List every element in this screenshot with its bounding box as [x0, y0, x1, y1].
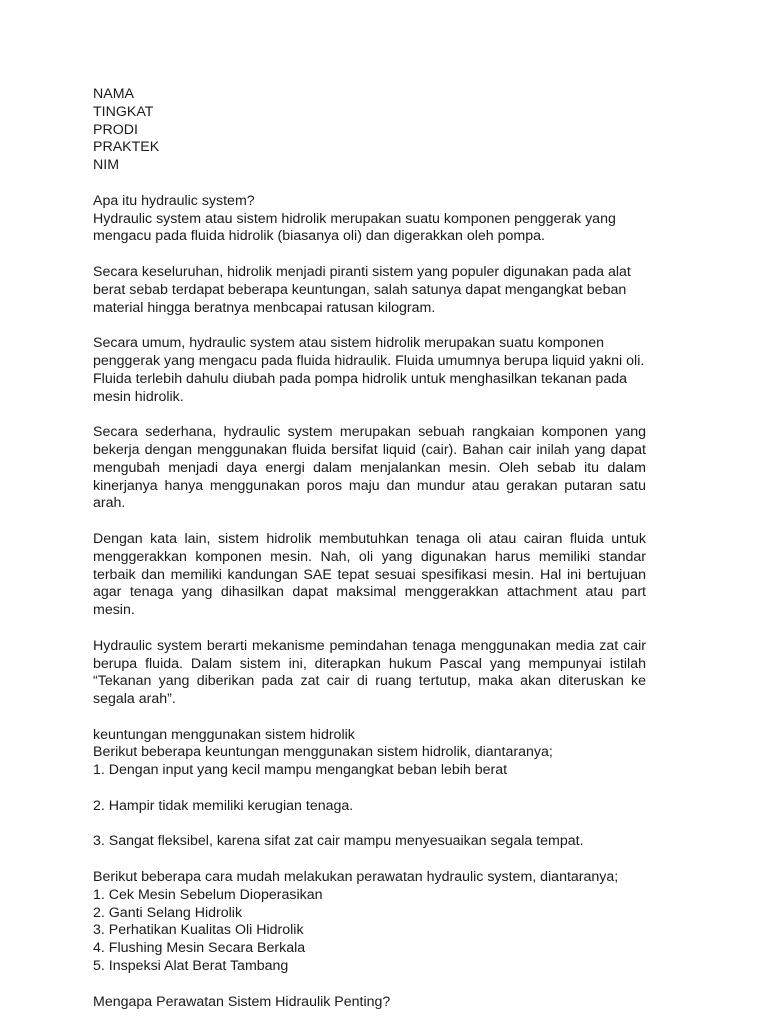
advantage-item-2: 2. Hampir tidak memiliki kerugian tenaga. — [93, 797, 354, 814]
maintenance-item-4: 4. Flushing Mesin Secara Berkala — [93, 940, 306, 957]
question-heading: Apa itu hydraulic system? — [93, 192, 255, 209]
maintenance-item-5: 5. Inspeksi Alat Berat Tambang — [93, 958, 289, 975]
advantages-heading: keuntungan menggunakan sistem hidrolik — [93, 726, 355, 743]
advantage-item-3: 3. Sangat fleksibel, karena sifat zat cair mampu menyesuaikan segala tempat. — [93, 833, 584, 850]
header-field-prodi: PRODI — [93, 121, 138, 138]
header-field-nama: NAMA — [93, 86, 134, 102]
maintenance-item-3: 3. Perhatikan Kualitas Oli Hidrolik — [93, 922, 304, 939]
header-field-nim: NIM — [93, 157, 120, 174]
advantage-item-1: 1. Dengan input yang kecil mampu mengangkat beban lebih berat — [93, 762, 508, 779]
header-field-praktek: PRAKTEK — [93, 139, 160, 156]
paragraph-1: Secara keseluruhan, hidrolik menjadi piranti sistem yang populer digunakan pada alat berat sebab terdapat beberapa keuntungan, salah satunya dapat mengangkat beban material hingga beratnya menbcapai ratusan kilogram. — [93, 263, 631, 316]
closing-question: Mengapa Perawatan Sistem Hidraulik Penting? — [93, 993, 391, 1010]
paragraph-5: Hydraulic system berarti mekanisme pemindahan tenaga menggunakan media zat cair berupa fluida. Dalam sistem ini, diterapkan hukum Pascal yang mempunyai istilah “Tekanan yang diberikan pada zat cair di ruang tertutup, maka akan diteruskan ke segala arah”. — [93, 637, 646, 708]
advantages-lead: Berikut beberapa keuntungan menggunakan sistem hidrolik, diantaranya; — [93, 744, 553, 761]
header-fields — [93, 86, 646, 175]
maintenance-item-2: 2. Ganti Selang Hidrolik — [93, 904, 243, 921]
paragraph-4: Dengan kata lain, sistem hidrolik membutuhkan tenaga oli atau cairan fluida untuk menggerakkan komponen mesin. Nah, oli yang digunakan harus memiliki standar terbaik dan memiliki kandungan SAE tepat sesuai spesifikasi mesin. Hal ini bertujuan agar tenaga yang dihasilkan dapat maksimal menggerakkan attachment atau part mesin. — [93, 530, 646, 619]
document-page — [93, 86, 646, 1011]
maintenance-lead: Berikut beberapa cara mudah melakukan perawatan hydraulic system, diantaranya; — [93, 869, 619, 886]
paragraph-3: Secara sederhana, hydraulic system merupakan sebuah rangkaian komponen yang bekerja dengan menggunakan fluida bersifat liquid (cair). Bahan cair inilah yang dapat mengubah menjadi daya energi dalam menjalankan mesin. Oleh sebab itu dalam kinerjanya hanya menggunakan poros maju dan mundur atau gerakan putaran satu arah. — [93, 424, 646, 512]
paragraph-2: Secara umum, hydraulic system atau sistem hidrolik merupakan suatu komponen penggerak yang mengacu pada fluida hidraulik. Fluida umumnya berupa liquid yakni oli. Fluida terlebih dahulu diubah pada pompa hidrolik untuk menghasilkan tekanan pada mesin hidrolik. — [93, 335, 645, 405]
header-field-tingkat: TINGKAT — [93, 103, 154, 120]
maintenance-item-1: 1. Cek Mesin Sebelum Dioperasikan — [93, 886, 323, 903]
intro-paragraph: Hydraulic system atau sistem hidrolik merupakan suatu komponen penggerak yang mengacu pada fluida hidrolik (biasanya oli) dan digerakkan oleh pompa. — [93, 210, 616, 245]
